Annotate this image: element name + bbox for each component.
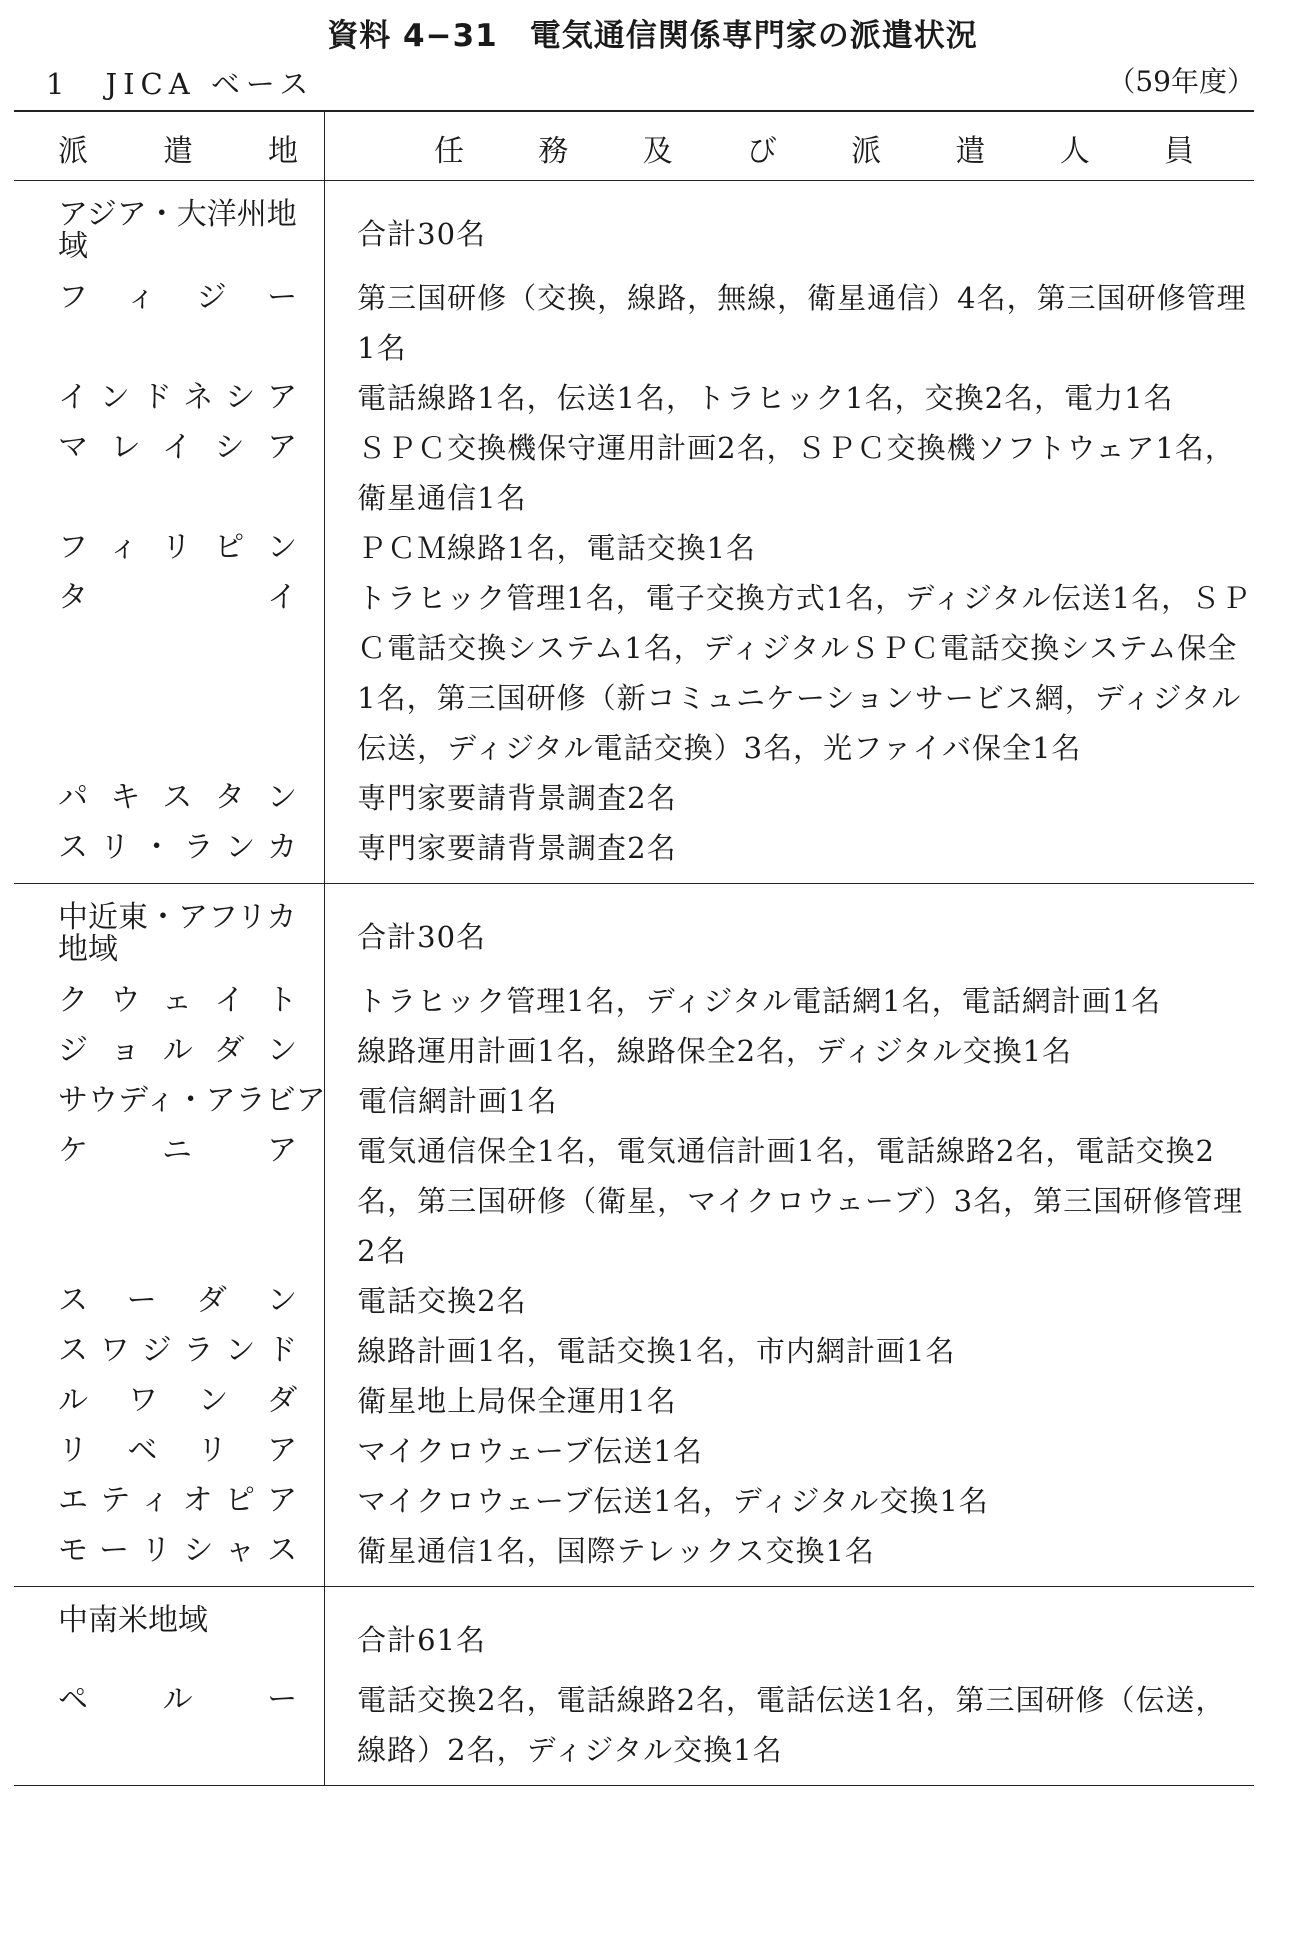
country-name: マレイシア [58,430,298,465]
task-description: 専門家要請背景調査2名 [357,831,677,865]
task-description: 線路運用計画1名，線路保全2名，ディジタル交換1名 [357,1034,1073,1068]
task-description: トラヒック管理1名，電子交換方式1名，ディジタル伝送1名，ＳＰＣ電話交換システム1名，ディジタルＳＰＣ電話交換システム保全1名，第三国研修（新コミュニケーションサービス網，ディジタル伝送，ディジタル電話交換）3名，光ファイバ保全1名 [357,581,1252,765]
region-header-row [14,902,1254,966]
table-row [14,1675,1254,1775]
table-row [14,823,1254,873]
country-name: ペルー [58,1682,298,1717]
table-row [14,573,1254,773]
task-description: マイクロウェーブ伝送1名 [357,1434,703,1468]
header-task-char: 及 [642,134,673,169]
section-subtitle: 1 JICA ベース [46,67,315,101]
header-task-char: 員 [1163,134,1194,169]
table-row [14,773,1254,823]
table-row [14,423,1254,523]
country-name: モーリシャス [58,1533,298,1568]
task-description: 電話線路1名，伝送1名，トラヒック1名，交換2名，電力1名 [357,381,1174,415]
country-name: ルワンダ [58,1383,298,1418]
country-name: スリ・ランカ [58,830,298,865]
task-description: 電気通信保全1名，電気通信計画1名，電話線路2名，電話交換2名，第三国研修（衛星，マイクロウェーブ）3名，第三国研修管理2名 [357,1134,1244,1268]
table-row [14,1276,1254,1326]
task-description: トラヒック管理1名，ディジタル電話網1名，電話網計画1名 [357,984,1162,1018]
task-description: 専門家要請背景調査2名 [357,781,677,815]
table-row [14,523,1254,573]
table-row [14,1476,1254,1526]
table-row [14,1526,1254,1576]
country-name: サウディ・アラビア [58,1083,326,1118]
country-name: タイ [58,580,298,615]
region-name: 中南米地域 [58,1603,208,1638]
header-task [434,126,1194,170]
country-name: フィリピン [58,530,298,565]
header-task-char: 人 [1059,134,1090,169]
country-name: インドネシア [58,380,298,415]
task-description: ＰＣＭ線路1名，電話交換1名 [357,531,757,565]
country-name: クウェイト [58,983,298,1018]
table-row [14,1026,1254,1076]
region-section [14,1587,1254,1785]
task-description: 衛星地上局保全運用1名 [357,1384,677,1418]
country-name: スーダン [58,1283,298,1318]
dispatch-table [14,110,1254,1786]
region-section [14,884,1254,1587]
table-row [14,1126,1254,1276]
header-task-char: 任 [434,134,464,169]
header-place-char: 地 [268,134,298,169]
country-name: ケニア [58,1133,298,1168]
header-place [58,126,298,170]
task-description: マイクロウェーブ伝送1名，ディジタル交換1名 [357,1484,989,1518]
table-row [14,373,1254,423]
region-header-row [14,199,1254,263]
task-description: 電話交換2名 [357,1284,527,1318]
task-description: 線路計画1名，電話交換1名，市内網計画1名 [357,1334,956,1368]
table-body [14,181,1254,1785]
country-name: リベリア [58,1433,298,1468]
table-row [14,1326,1254,1376]
header-task-char: 派 [851,134,882,169]
region-name: アジア・大洋州地域 [58,197,297,264]
region-header-row [14,1605,1254,1665]
table-header [14,112,1254,181]
document-title: 資料 4−31 電気通信関係専門家の派遣状況 [327,18,978,54]
header-task-char: 遣 [955,134,986,169]
region-name: 中近東・アフリカ地域 [58,900,297,967]
table-row [14,1076,1254,1126]
header-task-char: 務 [538,134,569,169]
table-row [14,273,1254,373]
country-name: エティオピア [58,1483,298,1518]
country-name: スワジランド [58,1333,298,1368]
header-place-char: 派 [58,134,88,169]
table-row [14,1376,1254,1426]
region-total: 合計30名 [357,920,487,954]
task-description: ＳＰＣ交換機保守運用計画2名，ＳＰＣ交換機ソフトウェア1名，衛星通信1名 [357,431,1235,515]
region-total: 合計61名 [357,1623,487,1657]
region-section [14,181,1254,884]
country-name: フィジー [58,280,298,315]
task-description: 衛星通信1名，国際テレックス交換1名 [357,1534,875,1568]
fiscal-year-label: （59年度） [1107,65,1255,98]
country-name: ジョルダン [58,1033,298,1068]
header-place-char: 遣 [163,134,193,169]
table-row [14,976,1254,1026]
task-description: 第三国研修（交換，線路，無線，衛星通信）4名，第三国研修管理1名 [357,281,1247,365]
country-name: パキスタン [58,780,298,815]
table-row [14,1426,1254,1476]
task-description: 電信網計画1名 [358,1084,558,1118]
region-total: 合計30名 [357,217,487,251]
header-task-char: び [746,134,777,169]
task-description: 電話交換2名，電話線路2名，電話伝送1名，第三国研修（伝送，線路）2名，ディジタル交換1名 [357,1683,1226,1767]
